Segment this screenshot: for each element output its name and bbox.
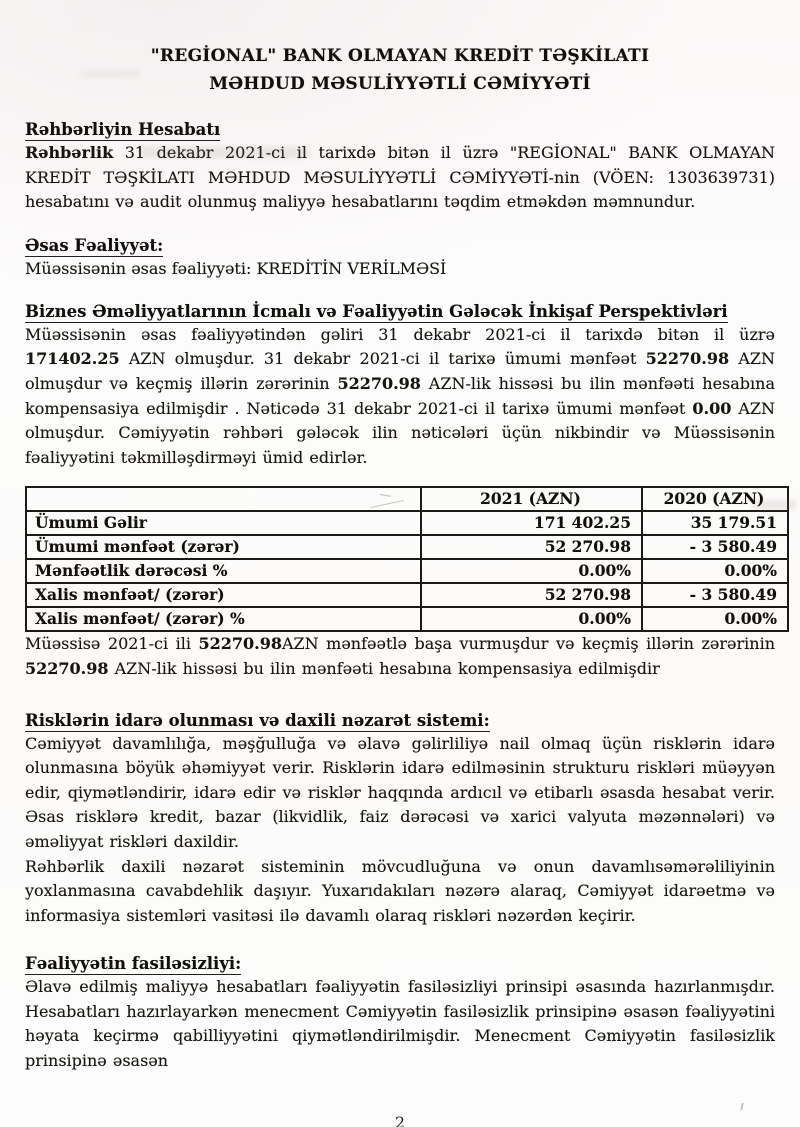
value-cell: 0.00%: [421, 559, 642, 583]
text-run: AZN-lik hissəsi bu ilin mənfəəti hesabına kompensasiya edilmişdir: [108, 658, 660, 678]
bold-text-run: 0.00: [692, 398, 732, 418]
table-row: [26, 583, 788, 607]
table-header-empty-cell: [26, 487, 421, 511]
business-overview-paragraph: [25, 323, 775, 471]
page-number: 2: [394, 1113, 406, 1127]
main-activity-heading: [25, 236, 775, 257]
main-activity-line: Müəssisənin əsas fəaliyyəti: KREDİTİN VERİLMƏSİ: [25, 258, 447, 278]
value-cell: 52 270.98: [421, 535, 642, 559]
row-label-cell: Ümumi mənfəət (zərər): [26, 535, 421, 559]
text-run: AZN olmuşdur. Cəmiyyətin rəhbəri gələcək ilin nəticələri üçün nikbindir və Müəssisənin fəaliyyətini təkmilləşdirməyi ümid edirlər.: [25, 398, 775, 467]
table-row: [26, 559, 788, 583]
going-concern-heading: [25, 954, 775, 975]
value-cell: 0.00%: [642, 607, 788, 631]
business-overview-heading: [25, 302, 775, 323]
value-cell: 171 402.25: [421, 511, 642, 535]
risk-paragraph-1: Cəmiyyət davamlılığa, məşğulluğa və əlavə gəlirliliyə nail olmaq üçün risklərin idarə olunmasına böyük əhəmiyyət verir. Risklərin idarə edilməsinin strukturu riskləri müəyyən edir, qiymətləndirir, idarə edir və risklər haqqında ardıcıl və etibarlı əsasda hesabat verir. Əsas risklərə kredit, bazar (likvidlik, faiz dərəcəsi və xarici valyuta məzənnələri) və əməliyyat riskləri daxildir.: [25, 733, 775, 851]
intro-paragraph: [25, 141, 775, 215]
bold-text-run: 52270.98: [337, 373, 421, 393]
management-report-heading-text: Rəhbərliyin Hesabatı: [25, 120, 221, 139]
text-run: AZN-lik hissəsi bu ilin mənfəəti hesabına kompensasiya edilmişdir . Nəticədə 31 dekabr 2021-ci il tarixə ümumi mənfəət: [25, 373, 775, 418]
scan-bleedthrough-artifact: [140, 147, 310, 158]
bold-text-run: 52270.98: [645, 349, 730, 369]
scan-speck-artifact: [740, 1103, 743, 1110]
value-cell: 0.00%: [421, 607, 642, 631]
text-run: 31 dekabr 2021-ci il tarixdə bitən il üzrə "REGİONAL" BANK OLMAYAN KREDİT TƏŞKİLATI MƏHDUD MƏSULİYYƏTLİ CƏMİYYƏTİ-nin (VÖEN: 1303639731) hesabatını və audit olunmuş maliyyə hesabatlarını təqdim etməkdən məmnundur.: [25, 143, 775, 212]
row-label-cell: Mənfəətlik dərəcəsi %: [26, 559, 421, 583]
row-label-cell: Xalis mənfəət/ (zərər) %: [26, 607, 421, 631]
text-run: AZN olmuşdur və keçmiş illərin zərərinin: [25, 349, 775, 393]
table-row: [26, 535, 788, 559]
row-label-cell: Xalis mənfəət/ (zərər): [26, 583, 421, 607]
row-label-cell: Ümumi Gəlir: [26, 511, 421, 535]
text-run: Müəssisənin əsas fəaliyyətindən gəliri 31 dekabr 2021-ci il tarixdə bitən il üzrə: [25, 324, 775, 344]
risk-paragraph-2: Rəhbərlik daxili nəzarət sisteminin mövcudluğuna və onun davamlısəmərəliliyinin yoxlanmasına cavabdehlik daşıyır. Yuxarıdakıları nəzərə alaraq, Cəmiyyət idarəetmə və informasiya sistemləri vasitəsi ilə davamlı olaraq riskləri nəzərdən keçirir.: [25, 856, 775, 925]
text-run: AZN mənfəətlə başa vurmuşdur və keçmiş illərin zərərinin: [281, 634, 776, 654]
document-title-line1: "REGİONAL" BANK OLMAYAN KREDİT TƏŞKİLATI: [150, 46, 650, 66]
main-activity-heading-text: Əsas Fəaliyyət:: [25, 235, 164, 255]
value-cell: - 3 580.49: [642, 535, 788, 559]
management-report-heading: [25, 120, 775, 141]
value-cell: 35 179.51: [642, 511, 788, 535]
business-overview-heading-text: Biznes Əməliyyatlarının İcmalı və Fəaliyyətin Gələcək İnkişaf Perspektivləri: [25, 301, 728, 321]
table-header-row: [26, 487, 788, 511]
text-run: Müəssisə 2021-ci ili: [25, 634, 199, 654]
post-table-paragraph: [25, 632, 775, 681]
pen-scribble-artifact: [370, 488, 408, 508]
bold-text-run: 171402.25: [25, 349, 120, 369]
going-concern-heading-text: Fəaliyyətin fasiləsizliyi:: [25, 954, 242, 974]
table-header-2021: 2021 (AZN): [421, 487, 642, 511]
bold-text-run: Rəhbərlik: [25, 143, 114, 162]
value-cell: - 3 580.49: [642, 583, 788, 607]
financial-table-body: [26, 511, 788, 631]
financial-results-table: [25, 486, 789, 632]
value-cell: 0.00%: [642, 559, 788, 583]
going-concern-paragraph: Əlavə edilmiş maliyyə hesabatları fəaliyyətin fasiləsizliyi prinsipi əsasında hazırlanmışdır. Hesabatları hazırlayarkən menecment Cəmiyyətin fasiləsizlik prinsipinə əsasən fəaliyyətini həyata keçirmə qabilliyyətini qiymətləndirilmişdir. Menecment Cəmiyyətin fasiləsizlik prinsipinə əsasən: [25, 977, 775, 1071]
table-row: [26, 607, 788, 631]
scan-artifact: [80, 70, 140, 78]
table-row: [26, 511, 788, 535]
table-header-2020: 2020 (AZN): [642, 487, 788, 511]
risk-management-heading: [25, 711, 775, 732]
document-title-line2: MƏHDUD MƏSULİYYƏTLİ CƏMİYYƏTİ: [209, 74, 591, 94]
value-cell: 52 270.98: [421, 583, 642, 607]
bold-text-run: 52270.98: [198, 634, 282, 654]
bold-text-run: 52270.98: [25, 658, 109, 678]
text-run: AZN olmuşdur. 31 dekabr 2021-ci il tarixə ümumi mənfəət: [119, 349, 646, 369]
risk-management-heading-text: Risklərin idarə olunması və daxili nəzarət sistemi:: [25, 710, 490, 730]
